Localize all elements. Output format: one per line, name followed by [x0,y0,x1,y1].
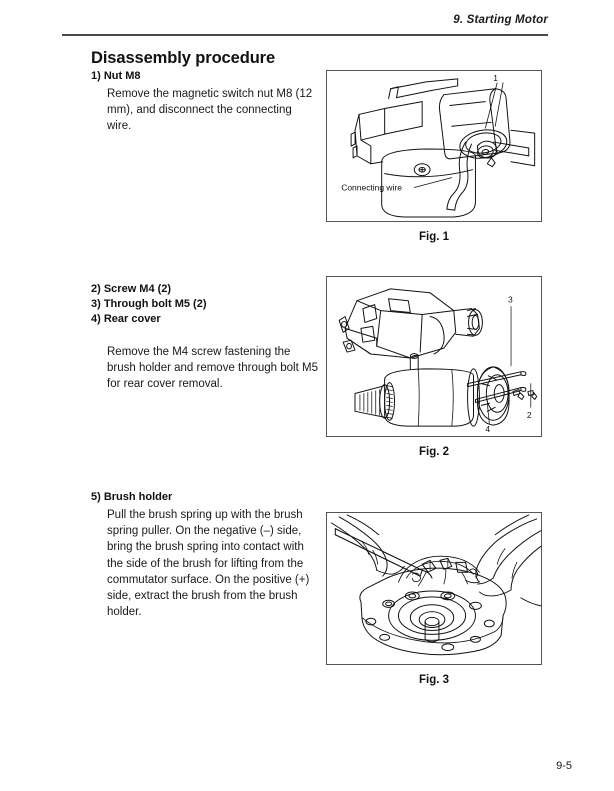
figure-1-caption: Fig. 1 [418,231,450,243]
header-rule [62,34,548,36]
figure-2-caption: Fig. 2 [418,446,450,458]
step-heading: 2) Screw M4 (2) [91,283,172,295]
figure-2-frame [326,276,542,437]
section-nut-m8 [91,69,319,135]
callout-3: 3 [508,294,513,305]
section-screw-bolt-cover [91,282,319,393]
step-body: Remove the magnetic switch nut M8 (12 mm), and disconnect the connecting wire. [107,88,313,133]
step-body: Remove the M4 screw fastening the brush holder and remove through bolt M5 for rear cover removal. [107,346,318,391]
figure-1-label-connecting-wire: Connecting wire [341,182,402,193]
figure-3-drawing [327,513,541,664]
step-heading: 5) Brush holder [91,491,173,503]
figure-1-drawing [327,71,541,221]
callout-2: 2 [526,410,532,421]
figure-1-frame [326,70,542,222]
step-heading: 4) Rear cover [91,313,161,325]
figure-3-frame [326,512,542,665]
chapter-title: 9. Starting Motor [453,14,548,26]
callout-1: 1 [493,72,498,83]
page-title: Disassembly procedure [91,49,276,67]
figure-3-caption: Fig. 3 [418,674,450,686]
step-heading: 3) Through bolt M5 (2) [91,298,207,310]
page-number: 9-5 [556,760,572,772]
page-header [0,14,614,40]
figure-2-drawing [327,277,541,436]
step-body: Pull the brush spring up with the brush spring puller. On the negative (–) side, bring the brush spring into contact with the side of the brush for lifting from the commutator surface. On the positive (+) side, extract the brush from the brush holder. [107,509,310,619]
section-brush-holder [91,490,319,620]
step-heading: 1) Nut M8 [91,70,141,82]
callout-4: 4 [485,424,491,435]
